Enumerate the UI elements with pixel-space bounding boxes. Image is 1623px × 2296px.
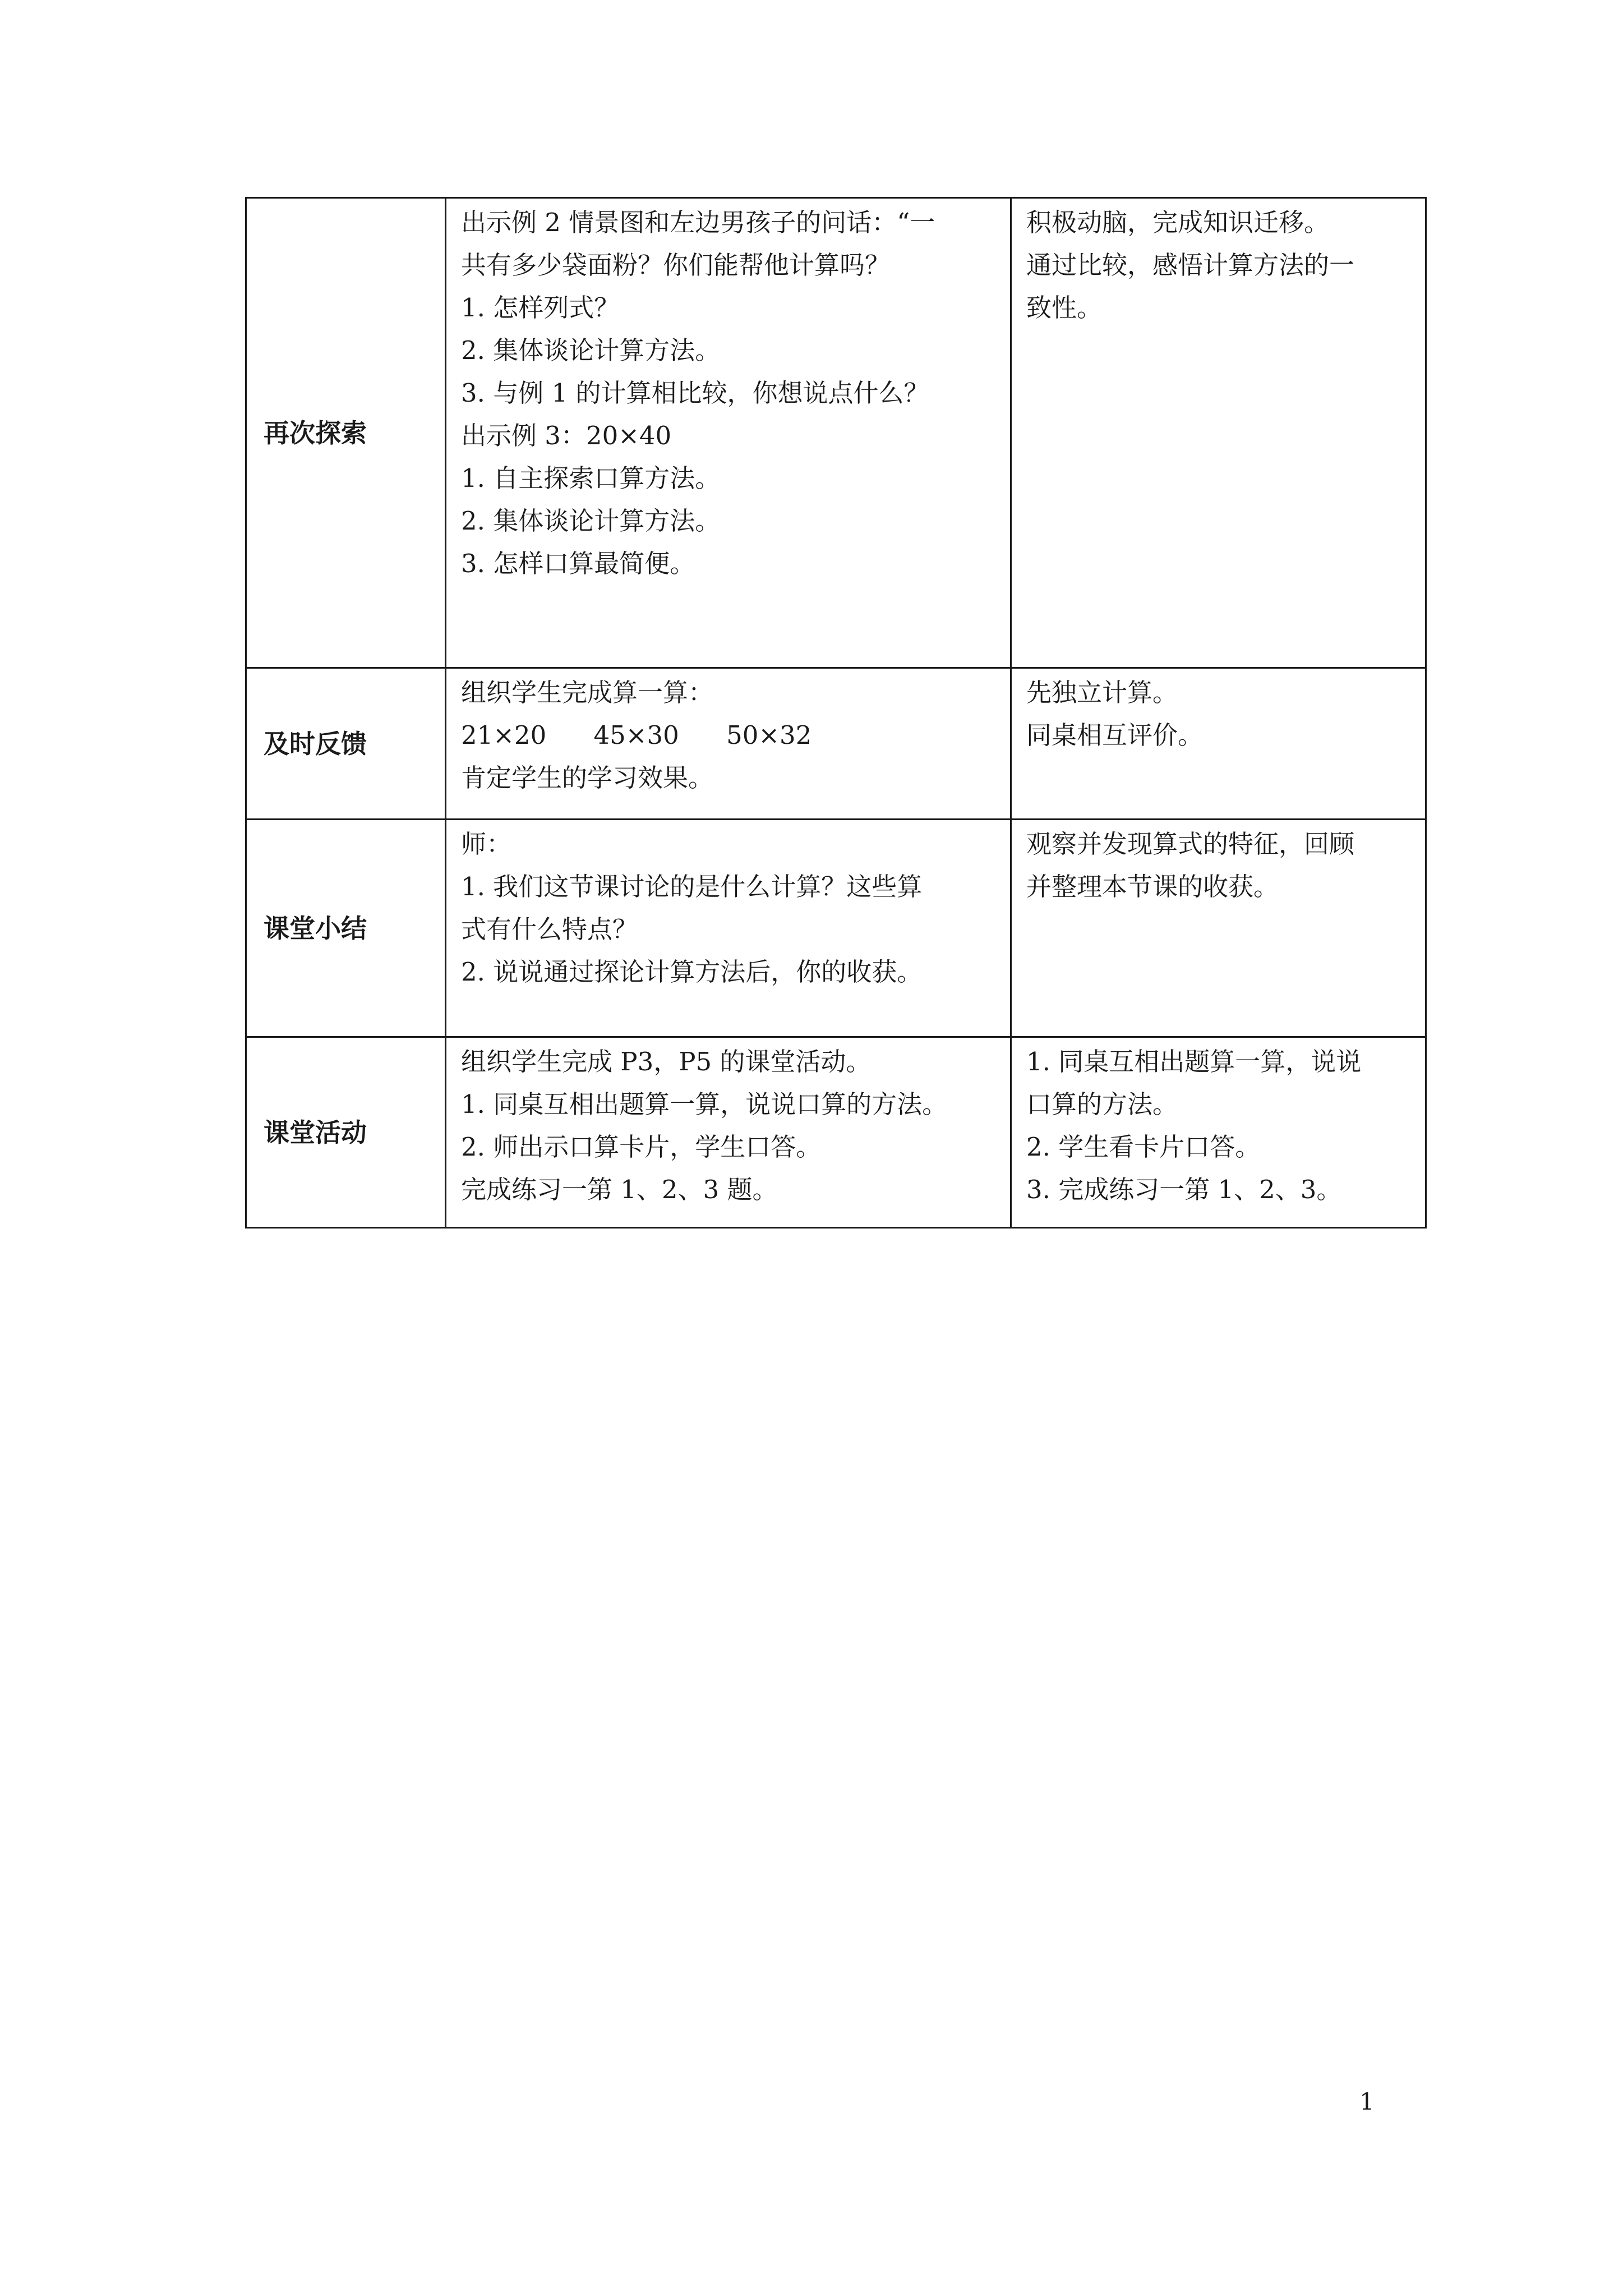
- text-line: 3. 与例 1 的计算相比较，你想说点什么？: [461, 378, 929, 408]
- student-activity-cell: [1011, 820, 1426, 1037]
- formula-list: [461, 714, 999, 757]
- text-line: 口算的方法。: [1026, 1089, 1178, 1119]
- teacher-activity-cell: [446, 668, 1011, 820]
- table-row: [246, 820, 1426, 1037]
- text-line: 2. 学生看卡片口答。: [1026, 1132, 1261, 1162]
- text-line: 通过比较，感悟计算方法的一: [1026, 250, 1355, 280]
- table-row: [246, 198, 1426, 668]
- text-line: 共有多少袋面粉？你们能帮他计算吗？: [461, 250, 891, 280]
- student-activity-cell: [1011, 1037, 1426, 1228]
- text-line: 1. 自主探索口算方法。: [461, 463, 721, 493]
- text-line: 1. 我们这节课讨论的是什么计算？这些算: [461, 872, 923, 901]
- text-line: 组织学生完成算一算：: [461, 678, 714, 707]
- text-line: 2. 集体谈论计算方法。: [461, 335, 721, 365]
- text-line: 出示例 3：20×40: [461, 421, 672, 450]
- text-line: 积极动脑，完成知识迁移。: [1026, 208, 1330, 237]
- text-line: 肯定学生的学习效果。: [461, 763, 714, 793]
- text-line: 式有什么特点？: [461, 914, 638, 944]
- text-line: 师：: [461, 829, 512, 859]
- stage-label: 课堂小结: [246, 820, 446, 1037]
- formula: 50×32: [726, 720, 812, 750]
- text-line: 3. 完成练习一第 1、2、3。: [1026, 1175, 1342, 1204]
- text-line: 2. 集体谈论计算方法。: [461, 506, 721, 536]
- teacher-activity-cell: [446, 198, 1011, 668]
- text-line: 完成练习一第 1、2、3 题。: [461, 1175, 778, 1204]
- text-line: 2. 师出示口算卡片，学生口答。: [461, 1132, 822, 1162]
- text-line: 观察并发现算式的特征，回顾: [1026, 829, 1355, 859]
- formula: 21×20: [461, 720, 547, 750]
- formula: 45×30: [593, 720, 679, 750]
- text-line: 致性。: [1026, 293, 1103, 323]
- table-row: [246, 668, 1426, 820]
- student-activity-cell: [1011, 668, 1426, 820]
- text-line: 1. 同桌互相出题算一算，说说: [1026, 1047, 1362, 1076]
- text-line: 1. 同桌互相出题算一算，说说口算的方法。: [461, 1089, 948, 1119]
- text-line: 同桌相互评价。: [1026, 720, 1204, 750]
- lesson-plan-table: [245, 197, 1427, 1228]
- text-line: 3. 怎样口算最简便。: [461, 549, 695, 578]
- page-number: 1: [1359, 2088, 1375, 2115]
- teacher-activity-cell: [446, 1037, 1011, 1228]
- table-row: [246, 1037, 1426, 1228]
- text-line: 先独立计算。: [1026, 678, 1178, 707]
- teacher-activity-cell: [446, 820, 1011, 1037]
- text-line: 2. 说说通过探论计算方法后，你的收获。: [461, 957, 923, 987]
- stage-label: 再次探索: [246, 198, 446, 668]
- stage-label: 及时反馈: [246, 668, 446, 820]
- student-activity-cell: [1011, 198, 1426, 668]
- stage-label: 课堂活动: [246, 1037, 446, 1228]
- text-line: 并整理本节课的收获。: [1026, 872, 1279, 901]
- text-line: 出示例 2 情景图和左边男孩子的问话：“一: [461, 208, 935, 237]
- text-line: 1. 怎样列式？: [461, 293, 620, 323]
- text-line: 组织学生完成 P3，P5 的课堂活动。: [461, 1047, 872, 1076]
